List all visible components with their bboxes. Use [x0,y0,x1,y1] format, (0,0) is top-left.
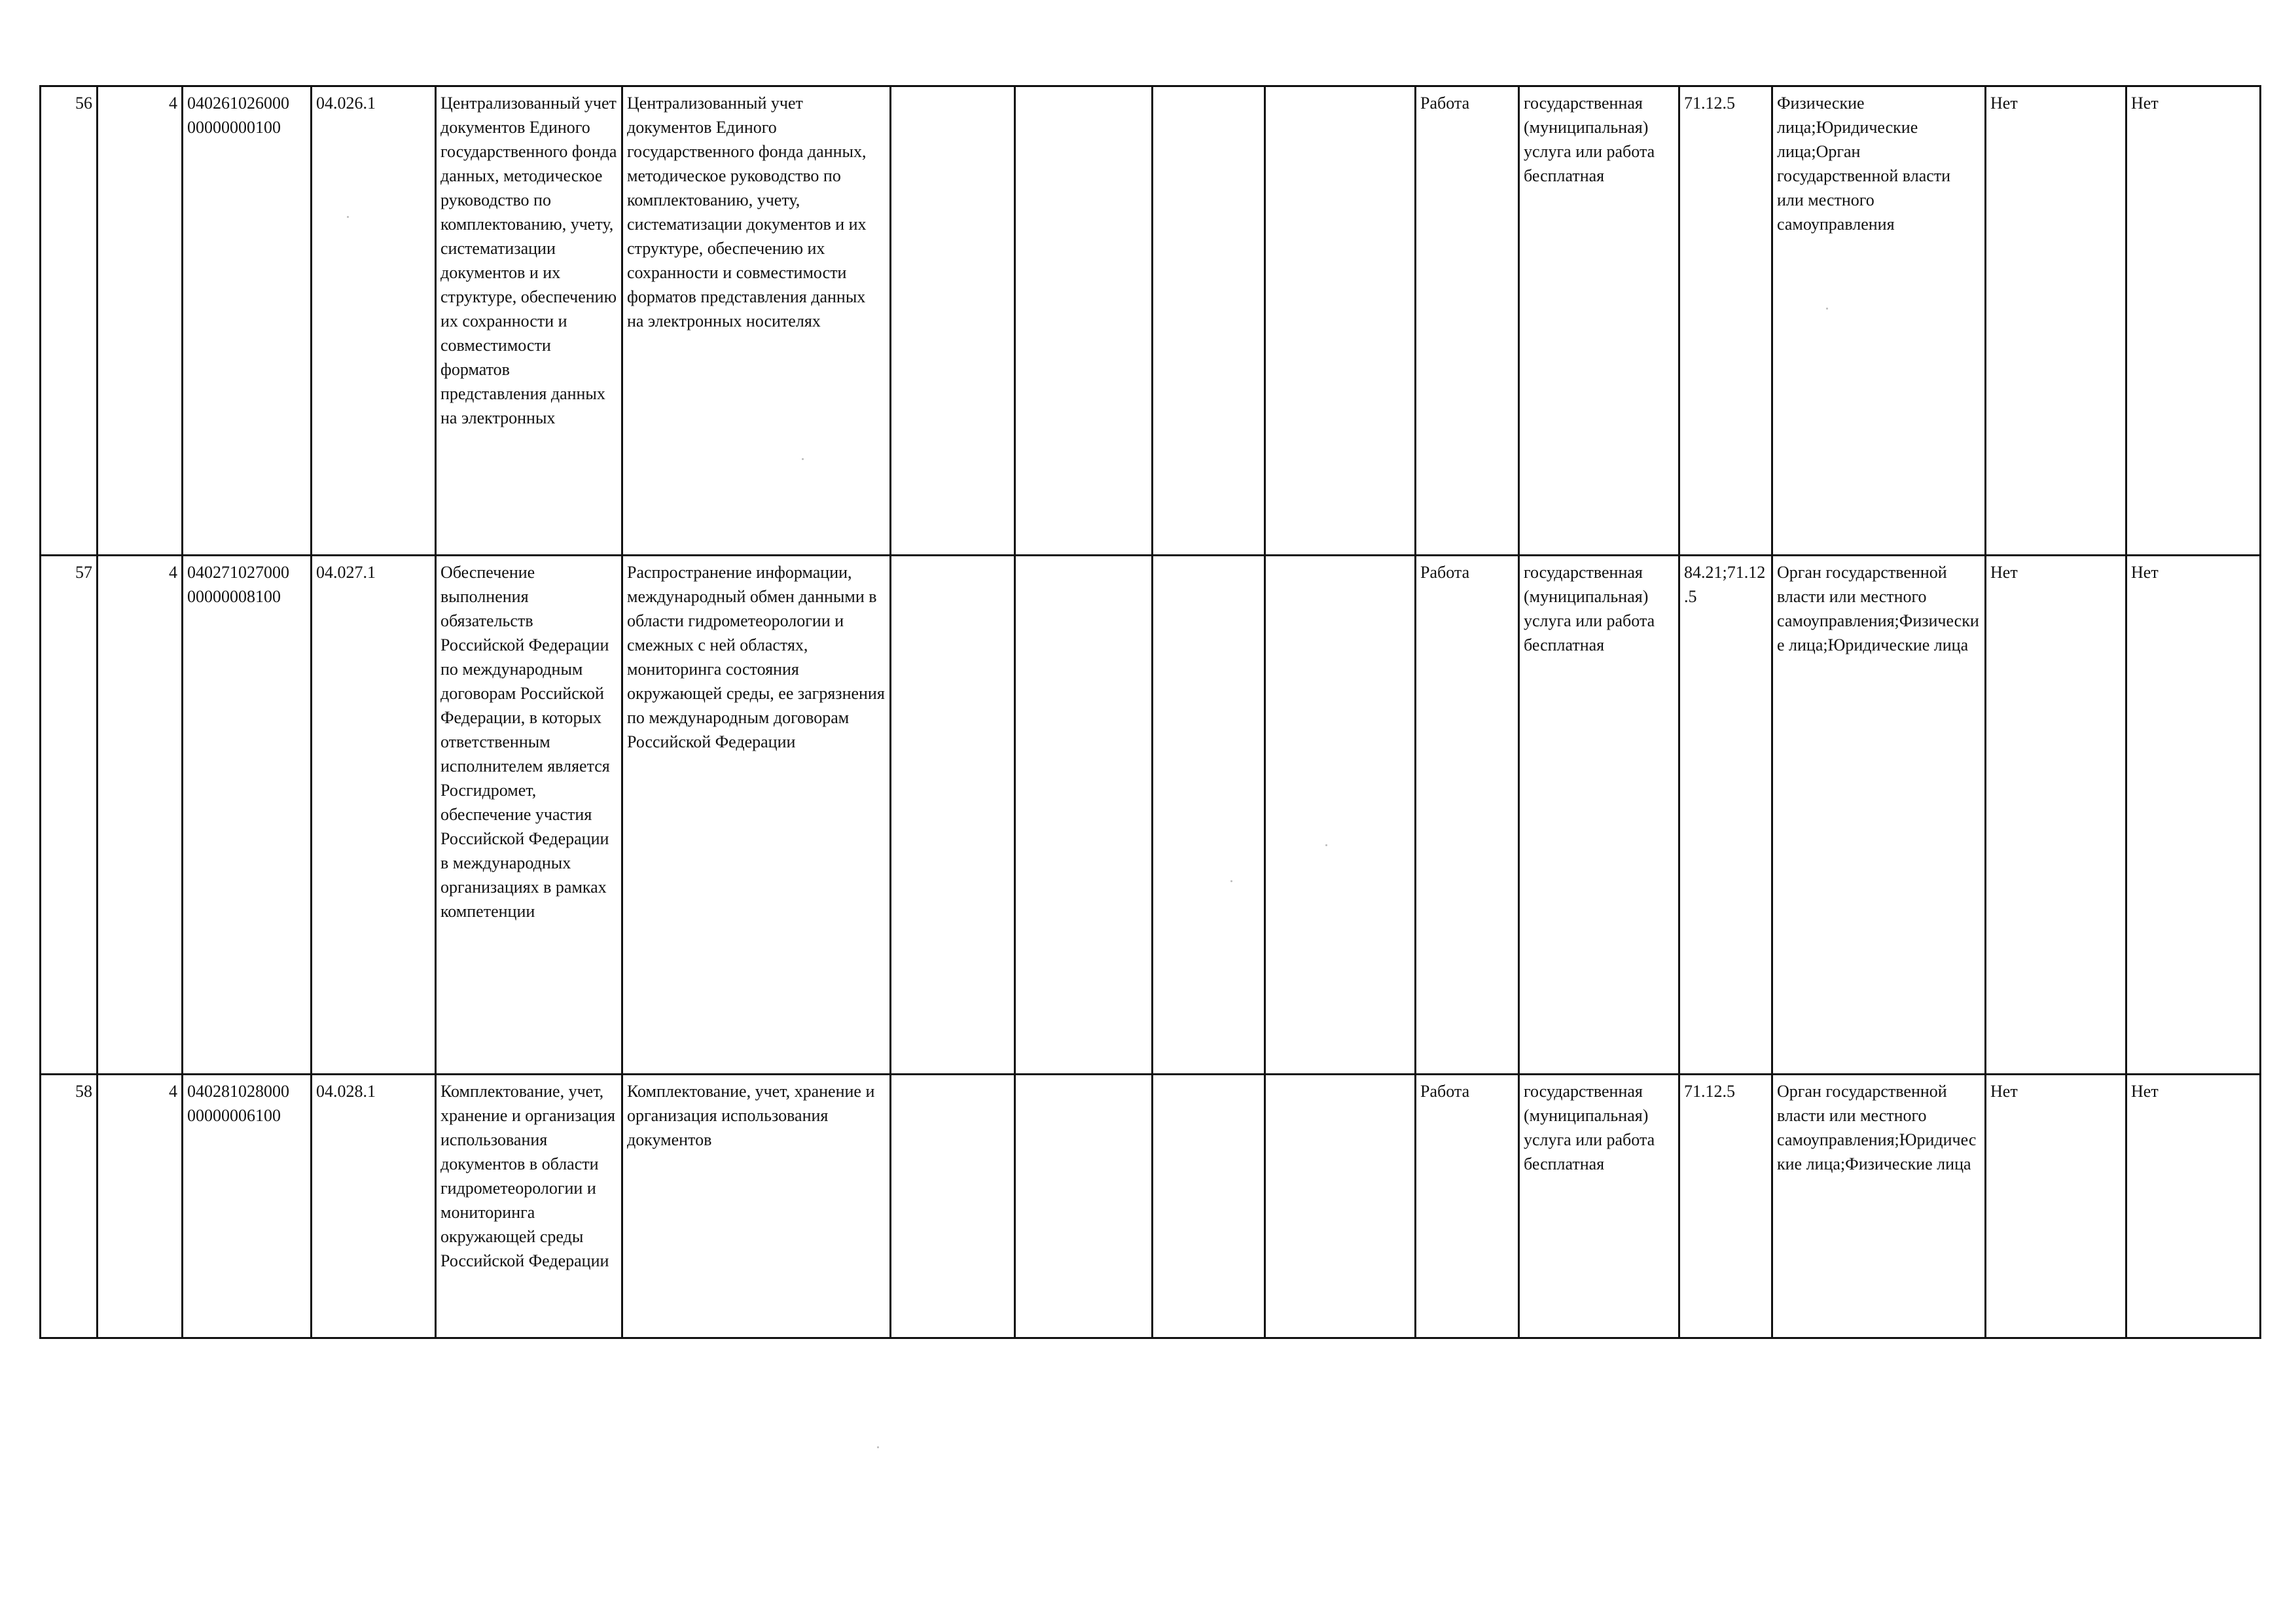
empty-cell [891,556,1015,1075]
scan-speck [1826,308,1828,310]
flag-cell: Нет [2126,1075,2261,1338]
flag-cell: Нет [1986,1075,2126,1338]
scan-speck [1230,880,1232,882]
registry-code: 040261026000 00000000100 [183,86,312,556]
empty-cell [1265,1075,1416,1338]
empty-cell [1265,86,1416,556]
table-row [41,86,2261,556]
item-type: Работа [1416,1075,1519,1338]
table-row [41,556,2261,1075]
item-type: Работа [1416,556,1519,1075]
empty-cell [1153,86,1265,556]
flag-cell: Нет [2126,86,2261,556]
service-kind: государственная (муниципальная) услуга или работа бесплатная [1519,1075,1679,1338]
empty-cell [1153,556,1265,1075]
row-level: 4 [98,556,183,1075]
empty-cell [1153,1075,1265,1338]
item-number: 04.027.1 [312,556,436,1075]
empty-cell [891,1075,1015,1338]
consumer-categories: Орган государственной власти или местного самоуправления;Физические лица;Юридические лица [1772,556,1986,1075]
empty-cell [1015,86,1153,556]
empty-cell [1265,556,1416,1075]
registry-table [39,85,2261,1339]
consumer-categories: Физические лица;Юридические лица;Орган государственной власти или местного самоуправления [1772,86,1986,556]
item-name: Обеспечение выполнения обязательств Российской Федерации по международным договорам Российской Федерации, в которых ответственным исполнителем является Росгидромет, обеспечение участия Российской Федерации в международных организациях в рамках компетенции [436,556,622,1075]
item-content: Комплектование, учет, хранение и организация использования документов [622,1075,891,1338]
scan-speck [347,216,349,218]
item-number: 04.026.1 [312,86,436,556]
item-type: Работа [1416,86,1519,556]
item-content: Распространение информации, международный обмен данными в области гидрометеорологии и смежных с ней областях, мониторинга состояния окружающей среды, ее загрязнения по международным договорам Российской Федерации [622,556,891,1075]
flag-cell: Нет [1986,86,2126,556]
row-number: 56 [41,86,98,556]
scan-speck [877,1446,879,1448]
okved-code: 71.12.5 [1679,1075,1772,1338]
registry-code: 040281028000 00000006100 [183,1075,312,1338]
item-name: Централизованный учет документов Единого государственного фонда данных, методическое руководство по комплектованию, учету, систематизации документов и их структуре, обеспечению их сохранности и совместимости форматов представления данных на электронных [436,86,622,556]
empty-cell [1015,1075,1153,1338]
service-kind: государственная (муниципальная) услуга или работа бесплатная [1519,86,1679,556]
okved-code: 71.12.5 [1679,86,1772,556]
item-content: Централизованный учет документов Единого государственного фонда данных, методическое руководство по комплектованию, учету, систематизации документов и их структуре, обеспечению их сохранности и совместимости форматов представления данных на электронных носителях [622,86,891,556]
item-number: 04.028.1 [312,1075,436,1338]
flag-cell: Нет [1986,556,2126,1075]
service-kind: государственная (муниципальная) услуга или работа бесплатная [1519,556,1679,1075]
scan-speck [1325,844,1327,846]
row-level: 4 [98,1075,183,1338]
empty-cell [1015,556,1153,1075]
row-level: 4 [98,86,183,556]
table-row [41,1075,2261,1338]
flag-cell: Нет [2126,556,2261,1075]
row-number: 58 [41,1075,98,1338]
item-name: Комплектование, учет, хранение и организация использования документов в области гидрометеорологии и мониторинга окружающей среды Российской Федерации [436,1075,622,1338]
row-number: 57 [41,556,98,1075]
consumer-categories: Орган государственной власти или местного самоуправления;Юридические лица;Физические лица [1772,1075,1986,1338]
scan-speck [802,458,804,460]
okved-code: 84.21;71.12.5 [1679,556,1772,1075]
registry-code: 040271027000 00000008100 [183,556,312,1075]
empty-cell [891,86,1015,556]
